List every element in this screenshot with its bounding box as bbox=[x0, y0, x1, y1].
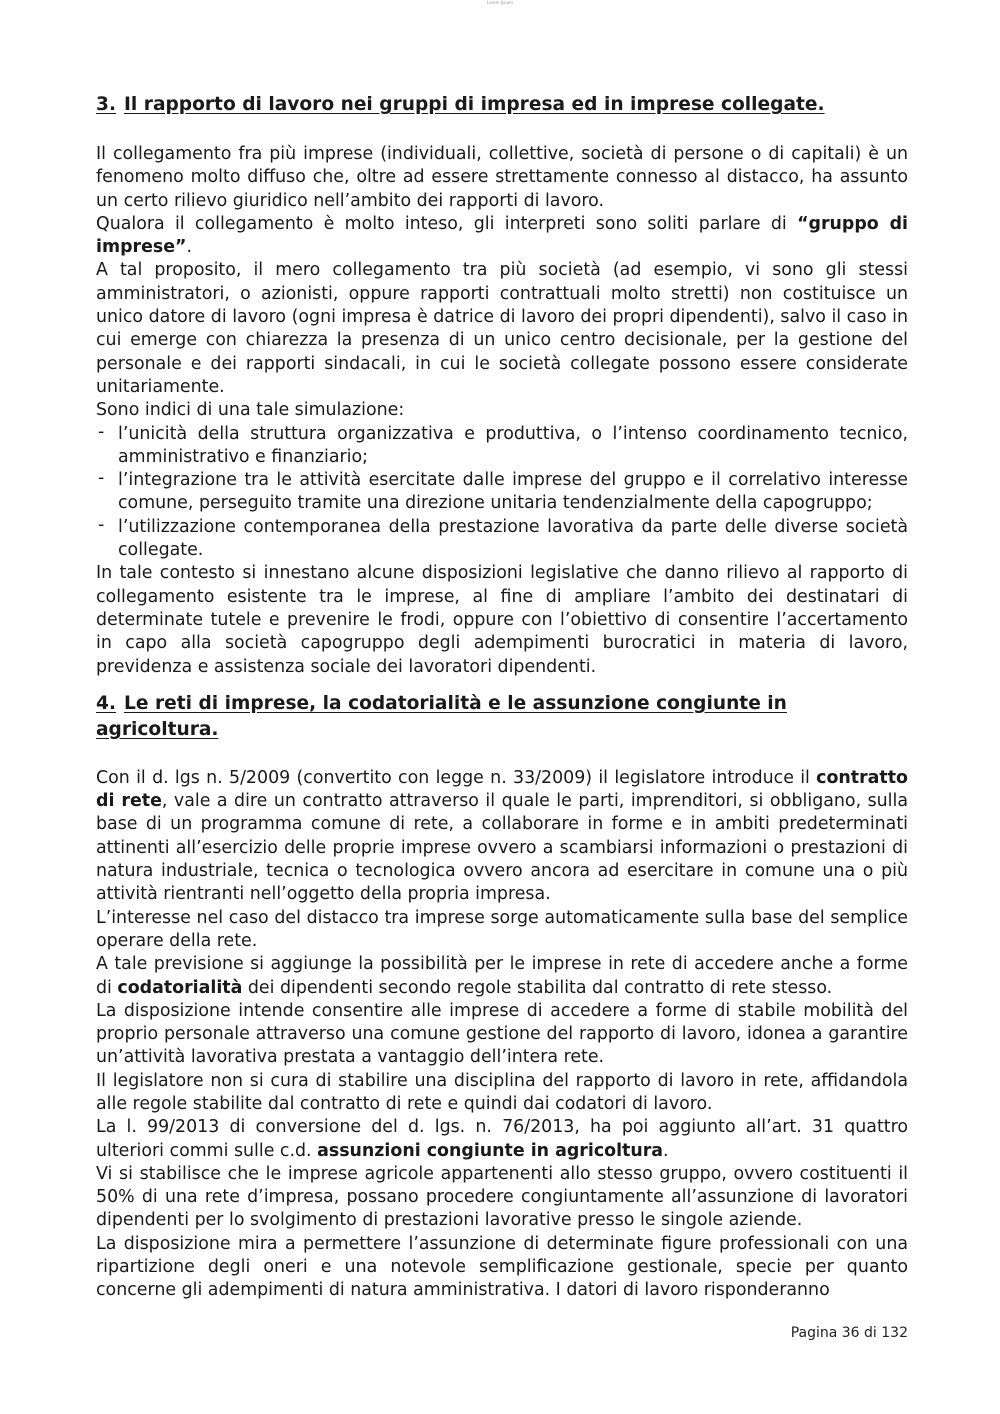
section-3-title: Il rapporto di lavoro nei gruppi di impresa ed in imprese collegate. bbox=[124, 94, 825, 115]
list-item: - l’unicità della struttura organizzativa e produttiva, o l’intenso coordinamento tecnico, amministrativo e finanziario; bbox=[96, 423, 908, 470]
assunzioni-congiunte-term: assunzioni congiunte in agricoltura bbox=[317, 1140, 664, 1161]
section-3-heading bbox=[96, 92, 908, 118]
section-4-paragraph-1 bbox=[96, 767, 908, 907]
section-4-paragraph-1-end: , vale a dire un contratto attraverso il quale le parti, imprenditori, si obbligano, sulla base di un programma comune di rete, a collaborare in forme e in ambiti predeterminati attinenti all’esercizio delle proprie imprese ovvero a scambiarsi informazioni o prestazioni di natura industriale, tecnica o tecnologica ovvero ancora ad esercitare in comune una o più attività rientranti nell’oggetto della propria impresa. bbox=[96, 791, 908, 905]
section-4-paragraph-5: Il legislatore non si cura di stabilire una disciplina del rapporto di lavoro in rete, affidandola alle regole stabilite dal contratto di rete e quindi dai codatori di lavoro. bbox=[96, 1070, 908, 1114]
section-4-paragraph-8: La disposizione mira a permettere l’assunzione di determinate figure professionali con una ripartizione degli oneri e una notevole semplificazione gestionale, specie per quanto concerne gli adempimenti di natura amministrativa. I datori di lavoro risponderanno bbox=[96, 1233, 908, 1301]
contratto-di-rete-term: contratto di rete bbox=[96, 767, 908, 812]
page-content bbox=[96, 92, 908, 1303]
list-item: - l’integrazione tra le attività esercitate dalle imprese del gruppo e il correlativo interesse comune, perseguito tramite una direzione unitaria tendenzialmente della capogruppo; bbox=[96, 469, 908, 516]
section-3-paragraph-1: Il collegamento fra più imprese (individuali, collettive, società di persone o di capitali) è un fenomeno molto diffuso che, oltre ad essere strettamente connesso al distacco, ha assunto un certo rilievo giuridico nell’ambito dei rapporti di lavoro. bbox=[96, 144, 908, 211]
section-4-paragraph-2: L’interesse nel caso del distacco tra imprese sorge automaticamente sulla base del semplice operare della rete. bbox=[96, 907, 908, 951]
section-4-heading bbox=[96, 691, 908, 743]
section-4-paragraph-3 bbox=[96, 953, 908, 1000]
section-3-paragraph-4: Sono indici di una tale simulazione: bbox=[96, 400, 405, 421]
section-3-paragraph-2 bbox=[96, 213, 908, 260]
codatorialita-term: codatorialità bbox=[117, 977, 243, 998]
gruppo-di-imprese-term: “gruppo di imprese” bbox=[96, 213, 908, 258]
section-3-paragraph-3: A tal proposito, il mero collegamento tra più società (ad esempio, vi sono gli stessi amministratori, o azionisti, oppure rapporti contrattuali molto stretti) non costituisce un unico datore di lavoro (ogni impresa è datrice di lavoro dei propri dipendenti), salvo il caso in cui emerge con chiarezza la presenza di un unico centro decisionale, per la gestione del personale e dei rapporti sindacali, in cui le società collegate possono essere considerate unitariamente. bbox=[96, 260, 908, 397]
section-4-paragraph-6 bbox=[96, 1116, 908, 1163]
section-3-paragraph-2-text: Qualora il collegamento è molto inteso, gli interpreti sono soliti parlare di bbox=[96, 213, 798, 234]
list-item: - l’utilizzazione contemporanea della prestazione lavorativa da parte delle diverse società collegate. bbox=[96, 516, 908, 563]
section-4-paragraph-6-text: La l. 99/2013 di conversione del d. lgs. n. 76/2013, ha poi aggiunto all’art. 31 quattro ulteriori commi sulle c.d. bbox=[96, 1117, 908, 1161]
page-number: Pagina 36 di 132 bbox=[790, 1325, 908, 1341]
simulation-indices-list bbox=[96, 423, 908, 563]
section-3-paragraph-5: In tale contesto si innestano alcune disposizioni legislative che danno rilievo al rapporto di collegamento esistente tra le imprese, al fine di ampliare l’ambito dei destinatari di determinate tutele e prevenire le frodi, oppure con l’obiettivo di consentire l’accertamento in capo alla società capogruppo degli adempimenti burocratici in materia di lavoro, previdenza e assistenza sociale dei lavoratori dipendenti. bbox=[96, 563, 908, 677]
section-4-paragraph-6-end: . bbox=[663, 1140, 669, 1161]
section-4-title: Le reti di imprese, la codatorialità e le assunzione congiunte in agricoltura. bbox=[96, 692, 787, 740]
section-4-number: 4. bbox=[96, 692, 117, 714]
section-4-paragraph-4: La disposizione intende consentire alle imprese di accedere a forme di stabile mobilità del proprio personale attraverso una comune gestione del rapporto di lavoro, idonea a garantire un’attività lavorativa prestata a vantaggio dell’intera rete. bbox=[96, 1000, 908, 1068]
section-4-paragraph-7: Vi si stabilisce che le imprese agricole appartenenti allo stesso gruppo, ovvero costituenti il 50% di una rete d’impresa, possano procedere congiuntamente all’assunzione di lavoratori dipendenti per lo svolgimento di prestazioni lavorative presso le singole aziende. bbox=[96, 1163, 908, 1231]
section-4-paragraph-3-text: A tale previsione si aggiunge la possibilità per le imprese in rete di accedere anche a forme di bbox=[96, 954, 908, 998]
section-3-paragraph-2-end: . bbox=[186, 237, 193, 258]
section-3-number: 3. bbox=[96, 94, 117, 115]
section-4-paragraph-1-text: Con il d. lgs n. 5/2009 (convertito con legge n. 33/2009) il legislatore introduce il bbox=[96, 767, 817, 788]
header-mark: Lorem Ipsum bbox=[486, 0, 514, 5]
section-4-paragraph-3-end: dei dipendenti secondo regole stabilita dal contratto di rete stesso. bbox=[242, 977, 833, 998]
